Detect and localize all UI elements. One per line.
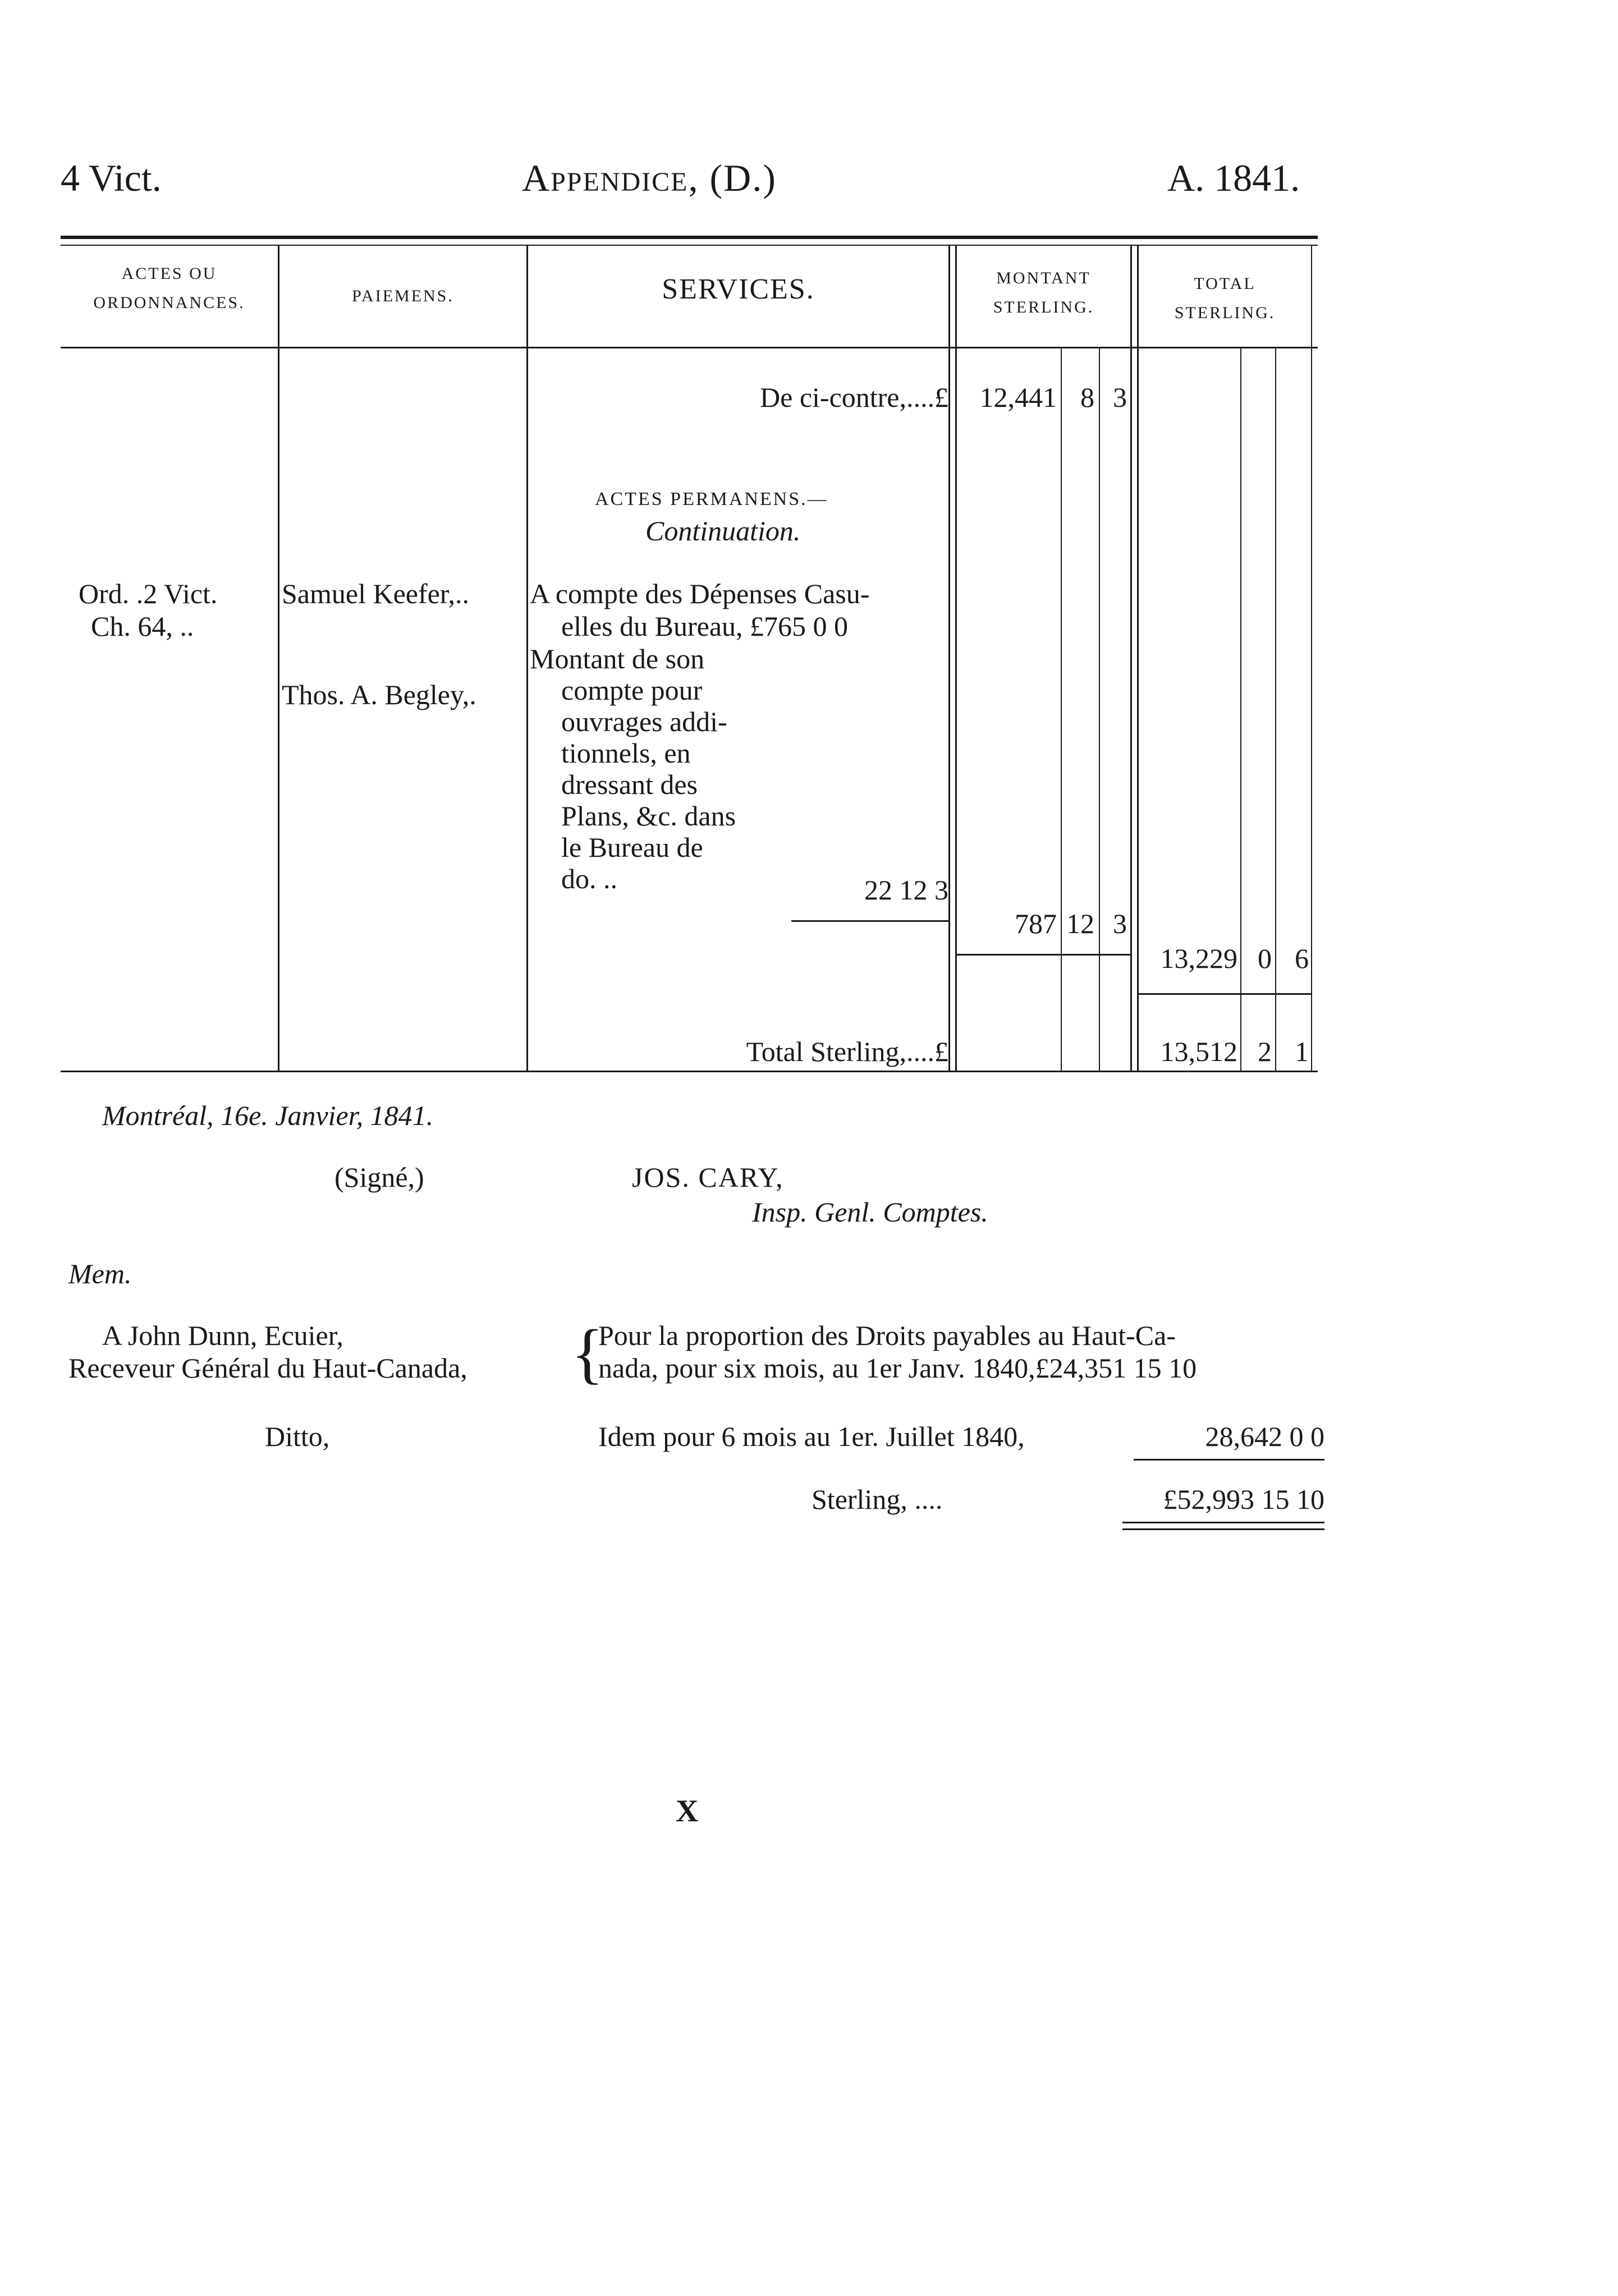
montant-sum-rule (957, 954, 1130, 956)
memo-sum-rule (1134, 1459, 1324, 1461)
service1-line2: elles du Bureau, £765 0 0 (561, 610, 849, 642)
service2-line: Plans, &c. dans (561, 800, 736, 832)
carried-label: De ci-contre,....£ (760, 382, 948, 413)
header-vict: 4 Vict. (61, 157, 162, 199)
ordinance-ref-line2: Ch. 64, .. (91, 610, 194, 642)
carried-pounds: 12,441 (979, 382, 1057, 413)
signed-label: (Signé,) (334, 1161, 424, 1193)
memo-payee-line1: A John Dunn, Ecuier, (102, 1320, 343, 1351)
col-services-heading: SERVICES. (662, 273, 815, 305)
service2-line: tionnels, en (561, 737, 691, 769)
grand-total-shillings: 2 (1258, 1036, 1272, 1067)
table-top-rule-thin (61, 245, 1318, 246)
service2-line: Montant de son (530, 643, 705, 674)
grand-total-pounds: 13,512 (1160, 1036, 1237, 1067)
service2-line: compte pour (561, 674, 703, 706)
col-rule-6a (1130, 245, 1132, 1071)
col-actes-heading (61, 259, 278, 318)
running-total-pounds: 13,229 (1160, 943, 1237, 974)
service2-description (530, 643, 766, 894)
signatory-title: Insp. Genl. Comptes. (752, 1196, 988, 1228)
col-rule-9 (1311, 245, 1312, 1071)
memo-double-rule-2 (1122, 1528, 1324, 1530)
service1-line1: A compte des Dépenses Casu- (530, 578, 870, 609)
memo-sterling-amount: £52,993 15 10 (1163, 1484, 1324, 1515)
service2-line: ouvrages addi- (561, 706, 727, 737)
header-year: A. 1841. (1167, 157, 1300, 199)
memo-idem: Idem pour 6 mois au 1er. Juillet 1840, (598, 1421, 1025, 1452)
col-rule-2 (526, 245, 528, 1071)
memo-ditto: Ditto, (265, 1421, 330, 1452)
running-total-shillings: 0 (1258, 943, 1272, 974)
col-montant-heading (957, 264, 1130, 322)
page-mark: X (676, 1794, 699, 1829)
section-subtitle: Continuation. (645, 515, 801, 547)
grand-total-pence: 1 (1295, 1036, 1309, 1067)
signatory-name: JOS. CARY, (632, 1161, 784, 1193)
col-actes-line1: ACTES OU (121, 264, 217, 283)
col-actes-line2: ORDONNANCES. (93, 293, 245, 312)
memo-double-rule-1 (1122, 1522, 1324, 1523)
col-montant-line2: STERLING. (993, 298, 1094, 316)
memo-desc-line2: nada, pour six mois, au 1er Janv. 1840,£24,351 15 10 (598, 1352, 1197, 1384)
memo-brace: { (571, 1316, 604, 1390)
memo-sterling-label: Sterling, .... (812, 1484, 943, 1515)
service2-line: le Bureau de (561, 832, 703, 863)
memo-payee-line2: Receveur Général du Haut-Canada, (68, 1352, 467, 1384)
col-rule-4 (1061, 348, 1062, 1071)
service2-line: dressant des (561, 769, 698, 800)
ordinance-ref-line1: Ord. .2 Vict. (79, 578, 218, 609)
col-rule-1 (278, 245, 279, 1071)
carried-pence: 3 (1113, 382, 1127, 413)
carried-shillings: 8 (1080, 382, 1094, 413)
payee-thos-begley: Thos. A. Begley,. (282, 679, 476, 710)
memo-heading: Mem. (68, 1258, 132, 1289)
col-rule-3b (955, 245, 957, 1071)
header-appendice: Appendice, (D.) (522, 157, 777, 199)
running-total-pence: 6 (1295, 943, 1309, 974)
service-subtotal-rule (791, 920, 948, 922)
total-sum-rule (1139, 993, 1311, 995)
service2-line: do. .. (561, 863, 617, 894)
header-bottom-rule (61, 347, 1318, 348)
payee-samuel-keefer: Samuel Keefer,.. (282, 578, 469, 609)
subtotal-pounds: 787 (1015, 908, 1057, 939)
col-rule-5 (1099, 348, 1100, 1071)
subtotal-shillings: 12 (1066, 908, 1094, 939)
col-total-line2: STERLING. (1174, 304, 1276, 322)
table-top-rule (61, 236, 1318, 239)
service2-amount: 22 12 3 (864, 874, 948, 906)
section-title: ACTES PERMANENS.— (595, 489, 828, 509)
memo-idem-amount: 28,642 0 0 (1205, 1421, 1324, 1452)
memo-desc-line1: Pour la proportion des Droits payables au Haut-Ca- (598, 1320, 1176, 1351)
table-bottom-rule (61, 1071, 1318, 1072)
subtotal-pence: 3 (1113, 908, 1127, 939)
col-rule-3a (948, 245, 950, 1071)
col-montant-line1: MONTANT (996, 269, 1091, 287)
grand-total-label: Total Sterling,....£ (746, 1036, 948, 1067)
place-date: Montréal, 16e. Janvier, 1841. (102, 1100, 434, 1131)
col-total-line1: TOTAL (1194, 274, 1256, 293)
col-paiemens-heading: PAIEMENS. (352, 287, 454, 305)
col-total-heading (1139, 269, 1311, 328)
